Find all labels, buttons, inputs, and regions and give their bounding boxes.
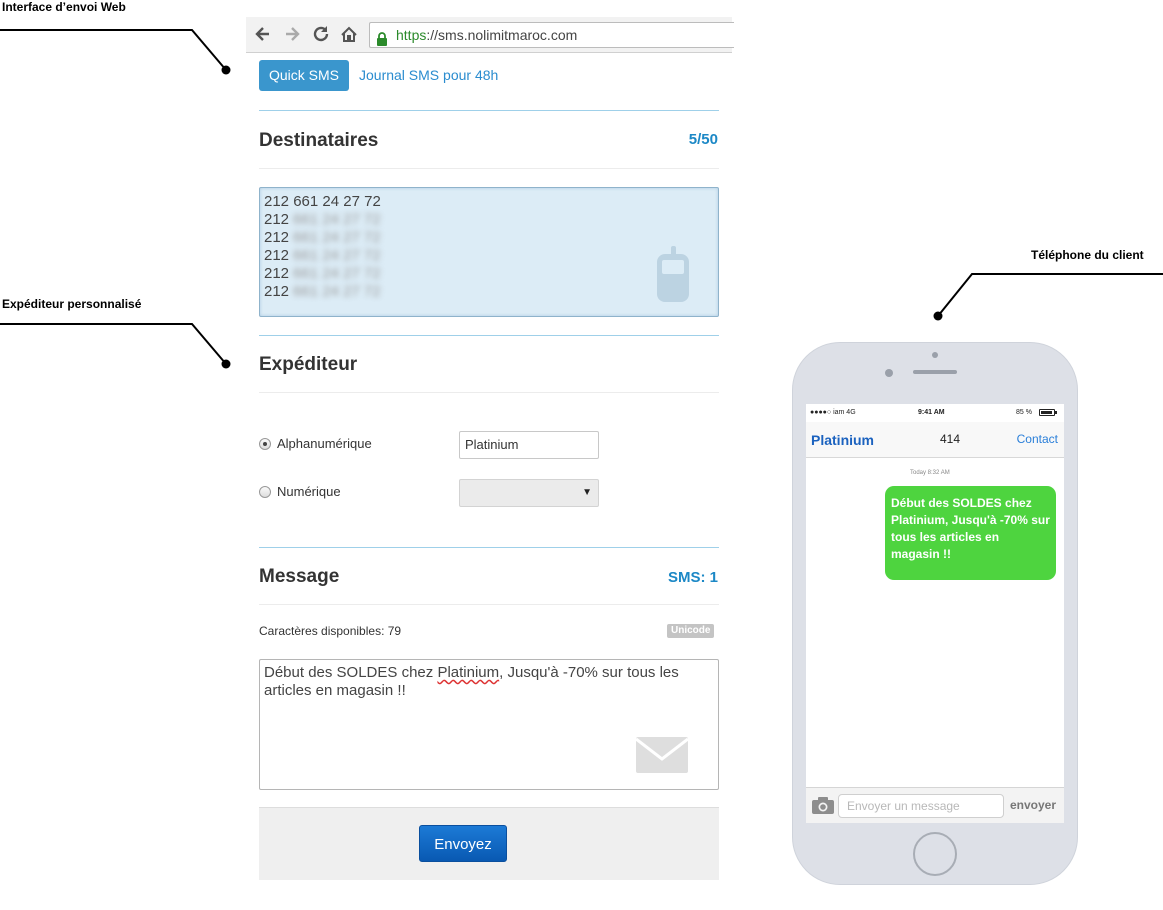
received-message-bubble: Début des SOLDES chez Platinium, Jusqu'à -70% sur tous les articles en magasin !!	[885, 486, 1056, 580]
conversation-header	[806, 422, 1064, 458]
home-icon[interactable]	[338, 23, 360, 45]
phone-screen	[806, 404, 1064, 823]
message-timestamp: Today 8:32 AM	[910, 470, 950, 476]
status-time: 9:41 AM	[918, 409, 945, 416]
reload-icon[interactable]	[310, 23, 332, 45]
divider	[259, 547, 719, 548]
message-title: Message	[259, 566, 340, 587]
lock-icon	[376, 29, 388, 41]
phone-speaker	[913, 370, 957, 374]
radio-button[interactable]	[259, 438, 271, 450]
sender-name-input[interactable]: Platinium	[459, 431, 599, 459]
callout-client-phone: Téléphone du client	[1031, 248, 1144, 262]
divider	[259, 392, 719, 393]
recipients-textarea[interactable]	[259, 187, 719, 317]
radio-button[interactable]	[259, 486, 271, 498]
front-camera	[885, 369, 893, 377]
url-scheme: https	[396, 27, 427, 43]
dropdown-arrow-icon: ▼	[582, 487, 592, 498]
recipient-line: 212 661 24 27 72	[264, 193, 381, 210]
compose-input: Envoyer un message	[838, 794, 1004, 818]
sender-title: Expéditeur	[259, 354, 358, 375]
recipient-line: 212 661 24 27 72	[264, 229, 381, 246]
battery-percent: 85 %	[1016, 409, 1032, 416]
send-button[interactable]: Envoyez	[419, 825, 507, 862]
mobile-phone-icon	[656, 246, 690, 304]
unicode-badge: Unicode	[667, 624, 714, 638]
status-bar	[806, 404, 1064, 422]
url-host: ://sms.nolimitmaroc.com	[426, 27, 578, 43]
envelope-icon	[636, 737, 688, 773]
divider	[259, 604, 719, 605]
message-textarea[interactable]: Début des SOLDES chez Platinium, Jusqu'à -70% sur tous les articles en magasin !!	[259, 659, 719, 790]
arrow-left-icon[interactable]	[252, 23, 274, 45]
quick-sms-tab[interactable]: Quick SMS	[259, 60, 349, 91]
arrow-right-icon[interactable]	[281, 23, 303, 45]
recipients-title: Destinataires	[259, 130, 379, 151]
journal-sms-link[interactable]: Journal SMS pour 48h	[359, 67, 499, 83]
compose-send-button: envoyer	[1009, 798, 1056, 812]
browser-toolbar	[246, 17, 732, 53]
camera-icon	[812, 797, 834, 814]
recipient-line: 212 661 24 27 72	[264, 211, 381, 228]
callout-web-interface: Interface d’envoi Web	[2, 0, 126, 14]
callout-custom-sender: Expéditeur personnalisé	[2, 297, 142, 311]
sender-number-select[interactable]	[459, 479, 599, 507]
chars-available-label: Caractères disponibles: 79	[259, 624, 402, 638]
phone-sensor	[932, 352, 938, 358]
sms-count: SMS: 1	[667, 569, 718, 586]
recipient-line: 212 661 24 27 72	[264, 283, 381, 300]
home-button	[913, 832, 957, 876]
back-button: Platinium	[811, 432, 875, 448]
contact-button: Contact	[1016, 432, 1058, 446]
conversation-title: 414	[940, 432, 961, 446]
sender-option-alphanumeric[interactable]: Alphanumérique	[259, 436, 372, 451]
recipients-count: 5/50	[688, 131, 718, 148]
divider	[259, 168, 719, 169]
recipient-line: 212 661 24 27 72	[264, 265, 381, 282]
battery-icon	[1039, 409, 1055, 416]
address-bar[interactable]	[369, 22, 734, 48]
divider	[259, 110, 719, 111]
divider	[259, 335, 719, 336]
recipient-line: 212 661 24 27 72	[264, 247, 381, 264]
carrier-signal: ●●●●○ iam 4G	[810, 409, 856, 416]
message-compose-bar	[806, 787, 1064, 823]
sender-option-numeric[interactable]: Numérique	[259, 484, 341, 499]
